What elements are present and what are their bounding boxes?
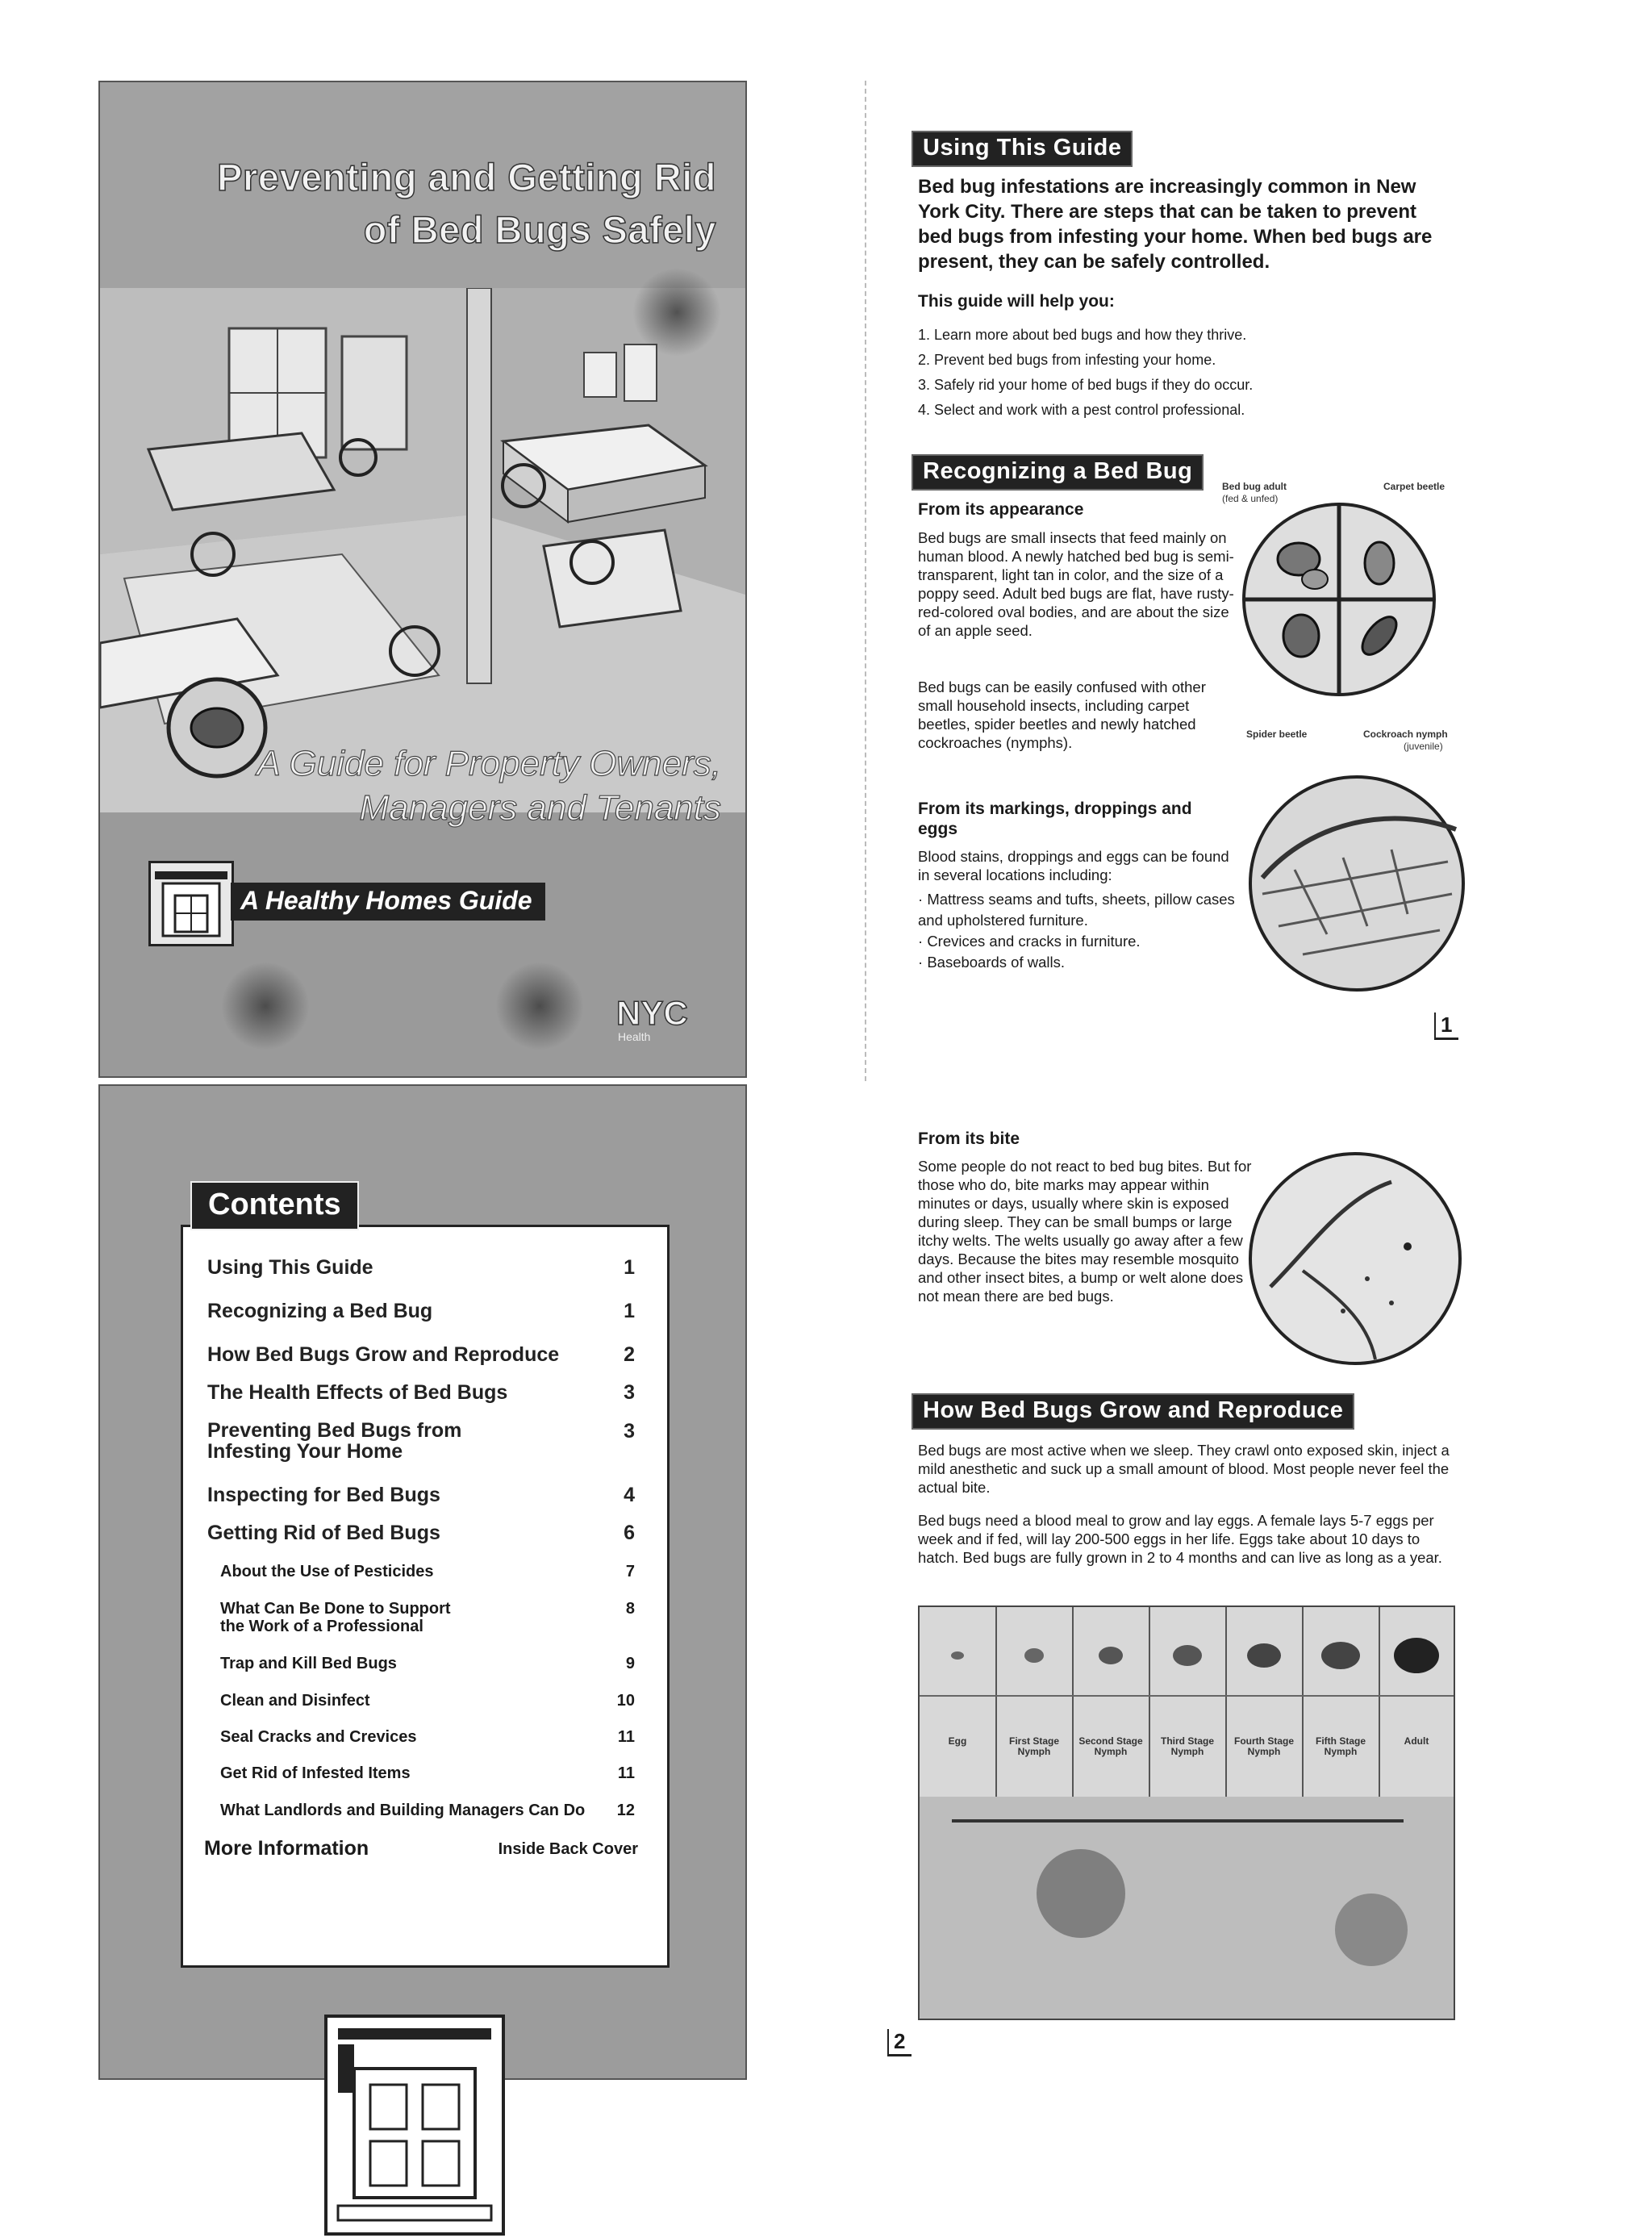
list-item: 3. Safely rid your home of bed bugs if they do occur. (918, 377, 1254, 393)
toc-more-page: Inside Back Cover (498, 1840, 638, 1858)
toc-item-page: 2 (624, 1343, 635, 1366)
bite-marks-figure (1246, 1150, 1464, 1367)
toc-item-page: 3 (624, 1420, 635, 1443)
toc-item-page: 4 (624, 1484, 635, 1506)
toc-item-label: Using This Guide (207, 1256, 373, 1279)
stage-label: Second Stage Nymph (1078, 1735, 1143, 1757)
toc-item-label: Recognizing a Bed Bug (207, 1300, 433, 1322)
toc-subitem-page: 11 (617, 1764, 635, 1782)
cover-title-line1: Preventing and Getting Rid (217, 156, 716, 198)
contents-box (181, 1225, 670, 1968)
stage-label: Third Stage Nymph (1160, 1735, 1214, 1757)
appearance-paragraph-1: Bed bugs are small insects that feed mainly on human blood. A newly hatched bed bug is semi-transparent, light tan in color, and the size of a poppy seed. Adult bed bugs are flat, have rusty-red-colored oval bodies, and are about the size of an apple seed. (918, 529, 1234, 639)
toc-more-label: More Information (204, 1837, 369, 1860)
toc-subitem-page: 7 (625, 1563, 635, 1580)
toc-subitem-label: Get Rid of Infested Items (220, 1764, 411, 1782)
markings-list (918, 889, 1241, 973)
contents-heading: Contents (190, 1181, 359, 1230)
toc-subitem-label: About the Use of Pesticides (220, 1563, 434, 1580)
nyc-logo-subtext: Health (618, 1030, 651, 1043)
print-smudge (632, 268, 721, 357)
cover-panel (98, 81, 747, 1078)
nyc-health-logo (616, 992, 713, 1046)
page-fold-line (865, 81, 866, 1081)
contents-panel (98, 1084, 747, 2080)
toc-subitem-page: 11 (617, 1728, 635, 1746)
toc-subitem-label: Seal Cracks and Crevices (220, 1728, 417, 1746)
markings-subheading: From its markings, droppings and eggs (918, 800, 1192, 838)
grow-paragraph-1: Bed bugs are most active when we sleep. They crawl onto exposed skin, inject a mild anesthetic and suck up a small amount of blood. Most people never feel the actual bite. (918, 1442, 1450, 1496)
life-stages-grid (920, 1607, 1454, 2019)
toc-item-page: 1 (624, 1300, 635, 1322)
spider-beetle-label: Spider beetle (1246, 729, 1308, 740)
guide-help-list (918, 323, 1483, 423)
bite-paragraph: Some people do not react to bed bug bites. But for those who do, bite marks may appear within minutes or days, usually where skin is exposed during sleep. They can be small bumps or large itchy welts. The welts usually go away after a few days. Because the bites may resemble mosquito and other insect bites, a bump or welt alone does not mean there are bed bugs. (918, 1158, 1252, 1305)
recognizing-heading: Recognizing a Bed Bug (912, 454, 1204, 491)
toc-subitem-page: 9 (625, 1655, 635, 1672)
bedbug-adult-note: (fed & unfed) (1222, 493, 1279, 504)
using-guide-intro: Bed bug infestations are increasingly common in New York City. There are steps that can be taken to prevent bed bugs from infesting your home. When bed bugs are present, they can be safely controlled. (918, 176, 1433, 273)
stage-label: Fifth Stage Nymph (1316, 1735, 1366, 1757)
bite-subheading: From its bite (918, 1129, 1020, 1148)
grow-paragraph-2: Bed bugs need a blood meal to grow and lay eggs. A female lays 5-7 eggs per week and if fed, will lay 200-500 eggs in her life. Eggs take about 10 days to hatch. Bed bugs are fully grown in 2 to 4 months and can live as long as a year. (918, 1512, 1442, 1566)
cover-subtitle-line2: Managers and Tenants (359, 788, 721, 828)
cover-subtitle-line1: A Guide for Property Owners, (257, 744, 721, 783)
cockroach-nymph-label: Cockroach nymph (1363, 729, 1448, 740)
cover-title-band (100, 82, 745, 288)
cover-title-line2: of Bed Bugs Safely (363, 208, 716, 251)
grow-heading: How Bed Bugs Grow and Reproduce (912, 1393, 1354, 1430)
healthy-homes-house-icon (148, 861, 234, 946)
healthy-homes-label: A Healthy Homes Guide (231, 883, 545, 921)
toc-item-page: 6 (624, 1522, 635, 1544)
toc-subitem-label: Clean and Disinfect (220, 1692, 370, 1710)
appearance-subheading: From its appearance (918, 500, 1084, 519)
nyc-logo-text: NYC (616, 994, 688, 1032)
list-item: 2. Prevent bed bugs from infesting your home. (918, 352, 1216, 368)
list-item: · Baseboards of walls. (918, 952, 1241, 973)
list-item: · Crevices and cracks in furniture. (918, 931, 1241, 952)
toc-subitem-label: Trap and Kill Bed Bugs (220, 1655, 397, 1672)
toc-item-label: Getting Rid of Bed Bugs (207, 1522, 440, 1544)
stage-label: Egg (948, 1735, 967, 1747)
toc-item-label: Preventing Bed Bugs from Infesting Your Home (207, 1419, 462, 1463)
stage-label: Fourth Stage Nymph (1234, 1735, 1294, 1757)
markings-paragraph: Blood stains, droppings and eggs can be found in several locations including: (918, 848, 1229, 883)
stage-label: Adult (1404, 1735, 1429, 1747)
toc-item-label: How Bed Bugs Grow and Reproduce (207, 1343, 560, 1366)
appearance-paragraph-2: Bed bugs can be easily confused with other small household insects, including carpet beetles, spider beetles and newly hatched cockroaches (nymphs). (918, 678, 1206, 751)
stage-label: First Stage Nymph (1008, 1735, 1059, 1757)
toc-item-page: 3 (624, 1381, 635, 1404)
toc-subitem-label: What Can Be Done to Support the Work of a Professional (220, 1600, 451, 1635)
toc-item-label: Inspecting for Bed Bugs (207, 1484, 440, 1506)
print-smudge (495, 962, 584, 1050)
guide-help-lead: This guide will help you: (918, 292, 1115, 311)
page-number: 1 (1434, 1013, 1458, 1040)
toc-subitem-label: What Landlords and Building Managers Can Do (220, 1802, 586, 1819)
life-stages-figure (918, 1605, 1455, 2020)
mattress-seam-figure (1246, 773, 1468, 995)
list-item: 1. Learn more about bed bugs and how they thrive. (918, 327, 1247, 343)
insect-comparison-figure (1238, 499, 1440, 700)
list-item: · Mattress seams and tufts, sheets, pillow cases and upholstered furniture. (918, 889, 1241, 931)
bedroom-illustration (100, 288, 745, 812)
list-item: 4. Select and work with a pest control professional. (918, 402, 1245, 418)
page-number: 2 (887, 2029, 912, 2056)
bedbug-adult-label: Bed bug adult (1222, 481, 1287, 492)
toc-subitem-page: 12 (616, 1802, 635, 1819)
toc-item-label: The Health Effects of Bed Bugs (207, 1381, 508, 1404)
toc-subitem-page: 10 (616, 1692, 635, 1710)
toc-item-page: 1 (624, 1256, 635, 1279)
carpet-beetle-label: Carpet beetle (1383, 481, 1446, 492)
cockroach-nymph-note: (juvenile) (1404, 741, 1443, 752)
healthy-homes-tools-icon (322, 2012, 507, 2238)
print-smudge (221, 962, 310, 1050)
using-guide-heading: Using This Guide (912, 131, 1133, 167)
toc-subitem-page: 8 (625, 1600, 635, 1618)
